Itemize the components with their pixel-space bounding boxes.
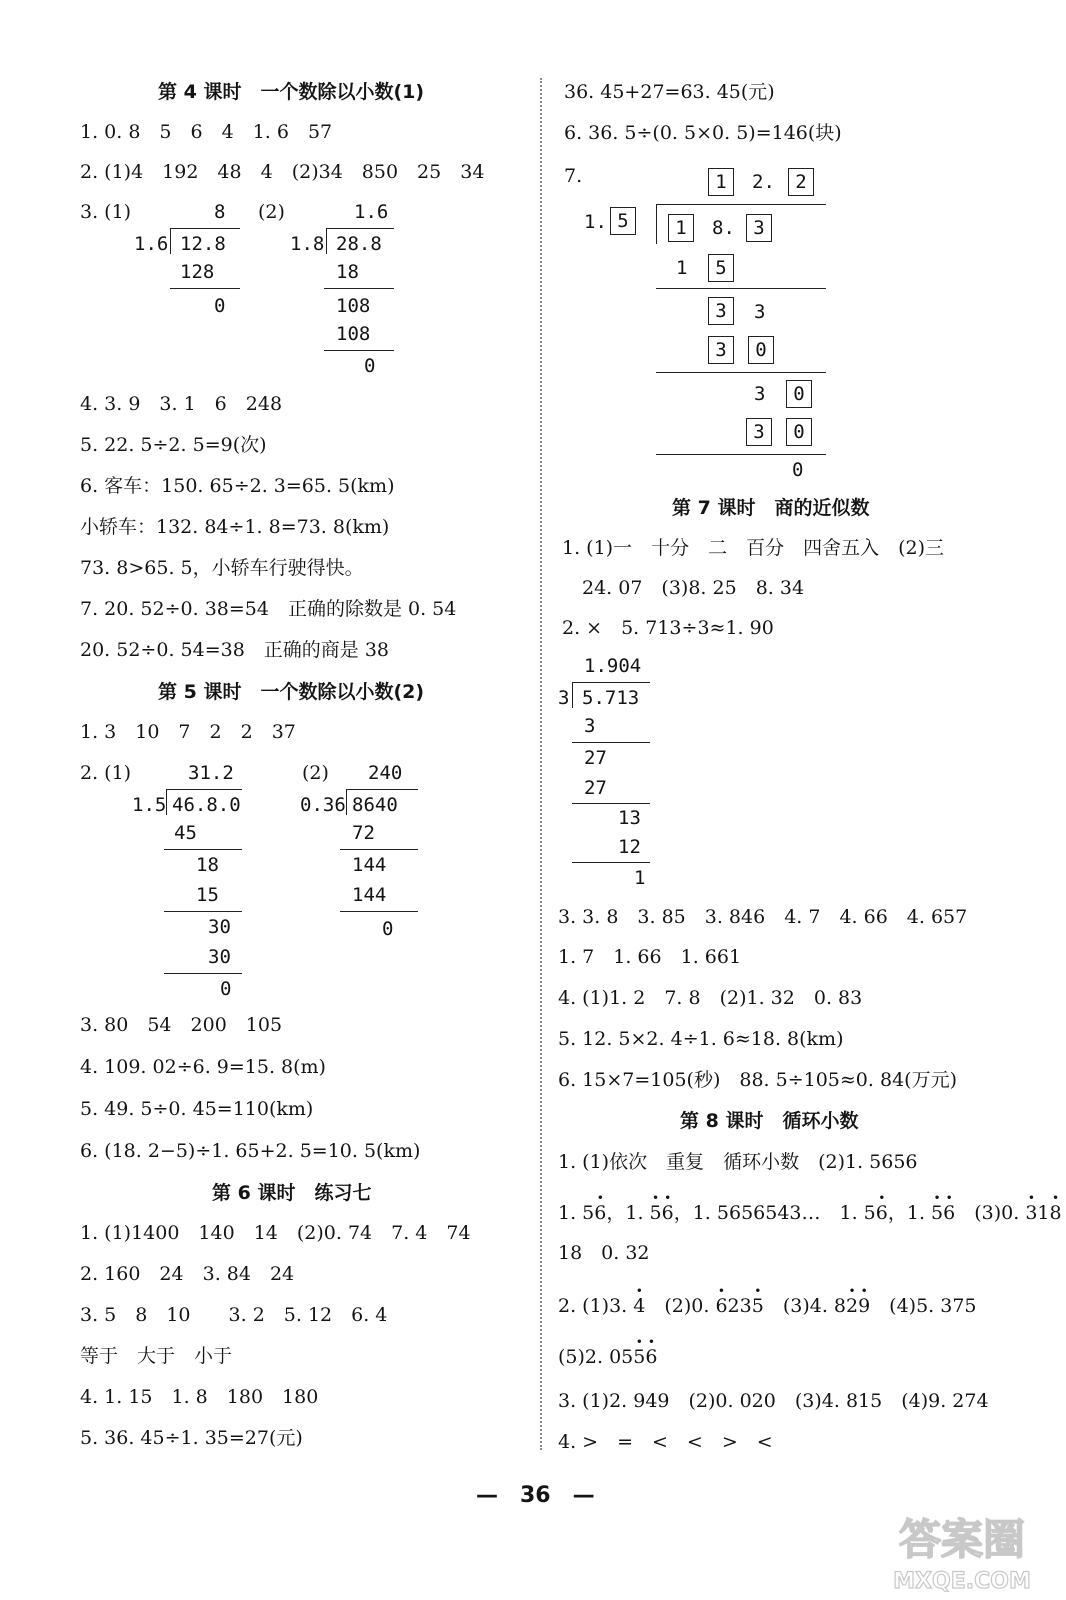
partial-remainder: 18 bbox=[196, 854, 219, 876]
divisor-box: 5 bbox=[610, 207, 636, 235]
subtrahend: 128 bbox=[180, 261, 215, 283]
dividend: 28.8 bbox=[336, 233, 382, 255]
subtrahend: 12 bbox=[618, 836, 641, 858]
answer-line: 6. (18. 2−5)÷1. 65+2. 5=10. 5(km) bbox=[80, 1140, 421, 1162]
repeat-digit: · 6 bbox=[943, 1201, 955, 1225]
repeat-digit: · 5 bbox=[752, 1294, 764, 1318]
repeat-digit: · 6 bbox=[645, 1345, 657, 1369]
answer-line: 2. (1)4 192 48 4 (2)34 850 25 34 bbox=[80, 161, 485, 183]
quotient: 8 bbox=[214, 201, 226, 223]
answer-line: 3. (1) bbox=[80, 201, 132, 223]
subtraction-rule bbox=[572, 862, 650, 863]
answer-line: 1. 0. 8 5 6 4 1. 6 57 bbox=[80, 121, 333, 143]
repeat-digit: · 5 bbox=[931, 1201, 943, 1225]
repeat-digit: · 6 bbox=[594, 1201, 606, 1225]
answer-line: 4. > = < < > < bbox=[558, 1431, 773, 1453]
answer-line: 36. 45+27=63. 45(元) bbox=[564, 81, 775, 103]
remainder-digit: 3 bbox=[754, 383, 766, 405]
subtrahend: 144 bbox=[352, 884, 387, 906]
answer-line: 24. 07 (3)8. 25 8. 34 bbox=[582, 577, 805, 599]
answer-line: 4. 3. 9 3. 1 6 248 bbox=[80, 393, 283, 415]
remainder-box: 0 bbox=[786, 380, 812, 408]
answer-line: 7. 20. 52÷0. 38=54 正确的除数是 0. 54 bbox=[80, 598, 457, 620]
text: (3)4. 8 bbox=[763, 1295, 846, 1317]
subtraction-rule bbox=[656, 372, 826, 373]
svg-text:MXQE.COM: MXQE.COM bbox=[893, 1569, 1031, 1594]
answer-line: 20. 52÷0. 54=38 正确的商是 38 bbox=[80, 639, 390, 661]
subtrahend: 45 bbox=[174, 822, 197, 844]
answer-line: 5. 36. 45÷1. 35=27(元) bbox=[80, 1427, 303, 1449]
lesson-7-heading: 第 7 课时 商的近似数 bbox=[672, 497, 870, 519]
text: ，1. bbox=[887, 1202, 932, 1224]
answer-line: 5. 49. 5÷0. 45=110(km) bbox=[80, 1098, 314, 1120]
answer-line: 1. 7 1. 66 1. 661 bbox=[558, 946, 742, 968]
dividend-decimal: 8. bbox=[712, 217, 735, 239]
subtrahend-box: 0 bbox=[748, 336, 774, 364]
text: 2. (1)3. bbox=[558, 1295, 634, 1317]
repeat-digit: · 2 bbox=[846, 1294, 858, 1318]
quotient: 31.2 bbox=[188, 762, 234, 784]
partial-remainder: 13 bbox=[618, 807, 641, 829]
subtrahend: 27 bbox=[584, 777, 607, 799]
repeat-digit: · 6 bbox=[876, 1201, 888, 1225]
subtrahend-box: 3 bbox=[746, 418, 772, 446]
remainder: 0 bbox=[792, 459, 804, 481]
lesson-4-heading: 第 4 课时 一个数除以小数(1) bbox=[158, 81, 425, 103]
remainder: 0 bbox=[382, 918, 394, 940]
divisor: 1.5 bbox=[132, 794, 167, 816]
partial-remainder: 108 bbox=[336, 295, 371, 317]
repeat-digit: · 9 bbox=[858, 1294, 870, 1318]
dividend: 46.8.0 bbox=[172, 794, 241, 816]
text: 1. 5 bbox=[558, 1202, 595, 1224]
text: 1 bbox=[1037, 1202, 1050, 1224]
text: (5)2. 05 bbox=[558, 1346, 634, 1368]
answer-line: 2. × 5. 713÷3≈1. 90 bbox=[562, 617, 774, 639]
answer-line: 1. (1)一 十分 二 百分 四舍五入 (2)三 bbox=[562, 537, 944, 559]
answer-line: 7. bbox=[564, 165, 583, 187]
repeat-digit: · 8 bbox=[1050, 1201, 1062, 1225]
remainder-digit: 3 bbox=[754, 301, 766, 323]
divisor: 1.6 bbox=[134, 233, 169, 255]
division-bracket-side bbox=[656, 204, 657, 244]
subtrahend: 30 bbox=[208, 946, 231, 968]
remainder: 1 bbox=[634, 867, 646, 889]
subtrahend: 3 bbox=[584, 715, 596, 737]
text: ，1. bbox=[606, 1202, 650, 1224]
quotient: 1.904 bbox=[584, 655, 642, 677]
remainder: 0 bbox=[214, 295, 226, 317]
text: (2)0. bbox=[645, 1295, 716, 1317]
remainder: 0 bbox=[220, 978, 232, 1000]
dividend: 5.713 bbox=[582, 687, 640, 709]
subtraction-rule bbox=[572, 803, 650, 804]
subtrahend-box: 0 bbox=[786, 418, 812, 446]
watermark-logo bbox=[870, 1500, 1055, 1595]
subtraction-rule bbox=[656, 288, 826, 289]
answer-line: 6. 客车：150. 65÷2. 3=65. 5(km) bbox=[80, 475, 395, 497]
partial-remainder: 144 bbox=[352, 854, 387, 876]
answer-line: 6. 15×7=105(秒) 88. 5÷105≈0. 84(万元) bbox=[558, 1069, 957, 1091]
text: (4)5. 375 bbox=[870, 1295, 977, 1317]
text: (3)0. bbox=[955, 1202, 1026, 1224]
repeat-digit: · 4 bbox=[633, 1294, 645, 1318]
divisor: 1.8 bbox=[290, 233, 325, 255]
dividend-box: 1 bbox=[668, 214, 694, 242]
answer-line: 73. 8>65. 5，小轿车行驶得快。 bbox=[80, 557, 364, 579]
quotient-box: 2 bbox=[788, 168, 814, 196]
quotient-box: 1 bbox=[708, 168, 734, 196]
text: ，1. 5656543… bbox=[673, 1202, 840, 1224]
answer-line: 5. 22. 5÷2. 5=9(次) bbox=[80, 434, 267, 456]
divisor-digit: 1. bbox=[584, 211, 607, 233]
answer-line: 4. 109. 02÷6. 9=15. 8(m) bbox=[80, 1056, 326, 1078]
division-bracket-top bbox=[572, 682, 650, 683]
text: 1. 5 bbox=[839, 1202, 876, 1224]
subtrahend: 108 bbox=[336, 323, 371, 345]
answer-line: 3. 5 8 10 3. 2 5. 12 6. 4 bbox=[80, 1304, 388, 1326]
quotient: 1.6 bbox=[354, 201, 389, 223]
answer-line-repeating bbox=[558, 1201, 1062, 1225]
answer-line: 1. (1)依次 重复 循环小数 (2)1. 5656 bbox=[558, 1151, 918, 1173]
subtrahend: 72 bbox=[352, 822, 375, 844]
quotient: 240 bbox=[368, 762, 403, 784]
text: 23 bbox=[727, 1295, 752, 1317]
repeat-digit: · 3 bbox=[1025, 1201, 1037, 1225]
divisor: 0.36 bbox=[300, 794, 346, 816]
page-number: — 36 — bbox=[476, 1483, 595, 1508]
subtrahend: 18 bbox=[336, 261, 359, 283]
answer-line: 2. 160 24 3. 84 24 bbox=[80, 1263, 295, 1285]
answer-line: 4. 1. 15 1. 8 180 180 bbox=[80, 1386, 319, 1408]
remainder: 0 bbox=[364, 355, 376, 377]
quotient-decimal: 2. bbox=[752, 171, 775, 193]
subtraction-rule bbox=[656, 454, 826, 455]
remainder-box: 3 bbox=[708, 297, 734, 325]
answer-line: 4. (1)1. 2 7. 8 (2)1. 32 0. 83 bbox=[558, 987, 863, 1009]
lesson-8-heading: 第 8 课时 循环小数 bbox=[680, 1110, 859, 1132]
subtrahend-box: 3 bbox=[708, 336, 734, 364]
answer-line: 6. 36. 5÷(0. 5×0. 5)=146(块) bbox=[564, 122, 842, 144]
divisor: 3 bbox=[558, 687, 570, 709]
answer-line: 18 0. 32 bbox=[558, 1242, 650, 1264]
subtrahend-box: 5 bbox=[708, 254, 734, 282]
answer-line: 1. 3 10 7 2 2 37 bbox=[80, 721, 296, 743]
subtraction-rule bbox=[572, 742, 650, 743]
division-bracket-side bbox=[572, 682, 573, 708]
svg-text:答案圈: 答案圈 bbox=[898, 1515, 1026, 1564]
repeat-digit: · 5 bbox=[650, 1201, 662, 1225]
answer-line: 等于 大于 小于 bbox=[80, 1345, 233, 1367]
subtrahend: 15 bbox=[196, 884, 219, 906]
answer-line-repeating bbox=[558, 1345, 657, 1369]
partial-remainder: 27 bbox=[584, 747, 607, 769]
dividend-box: 3 bbox=[746, 214, 772, 242]
partial-remainder: 30 bbox=[208, 916, 231, 938]
lesson-5-heading: 第 5 课时 一个数除以小数(2) bbox=[158, 681, 425, 703]
answer-line: 3. 3. 8 3. 85 3. 846 4. 7 4. 66 4. 657 bbox=[558, 906, 968, 928]
dividend: 12.8 bbox=[180, 233, 226, 255]
lesson-6-heading: 第 6 课时 练习七 bbox=[212, 1182, 372, 1204]
repeat-digit: · 6 bbox=[662, 1201, 674, 1225]
answer-line: (2) bbox=[258, 201, 285, 223]
answer-line: (2) bbox=[302, 762, 329, 784]
answer-line: 5. 12. 5×2. 4÷1. 6≈18. 8(km) bbox=[558, 1028, 844, 1050]
answer-line: 小轿车：132. 84÷1. 8=73. 8(km) bbox=[80, 516, 390, 538]
answer-line: 2. (1) bbox=[80, 762, 132, 784]
answer-line-repeating bbox=[558, 1294, 977, 1318]
answer-line: 3. 80 54 200 105 bbox=[80, 1014, 283, 1036]
dividend: 8640 bbox=[352, 794, 398, 816]
subtrahend-digit: 1 bbox=[676, 257, 688, 279]
answer-line: 3. (1)2. 949 (2)0. 020 (3)4. 815 (4)9. 274 bbox=[558, 1390, 989, 1412]
answer-line: 1. (1)1400 140 14 (2)0. 74 7. 4 74 bbox=[80, 1222, 471, 1244]
division-bracket-top bbox=[656, 204, 826, 205]
repeat-digit: · 5 bbox=[633, 1345, 645, 1369]
repeat-digit: · 6 bbox=[715, 1294, 727, 1318]
